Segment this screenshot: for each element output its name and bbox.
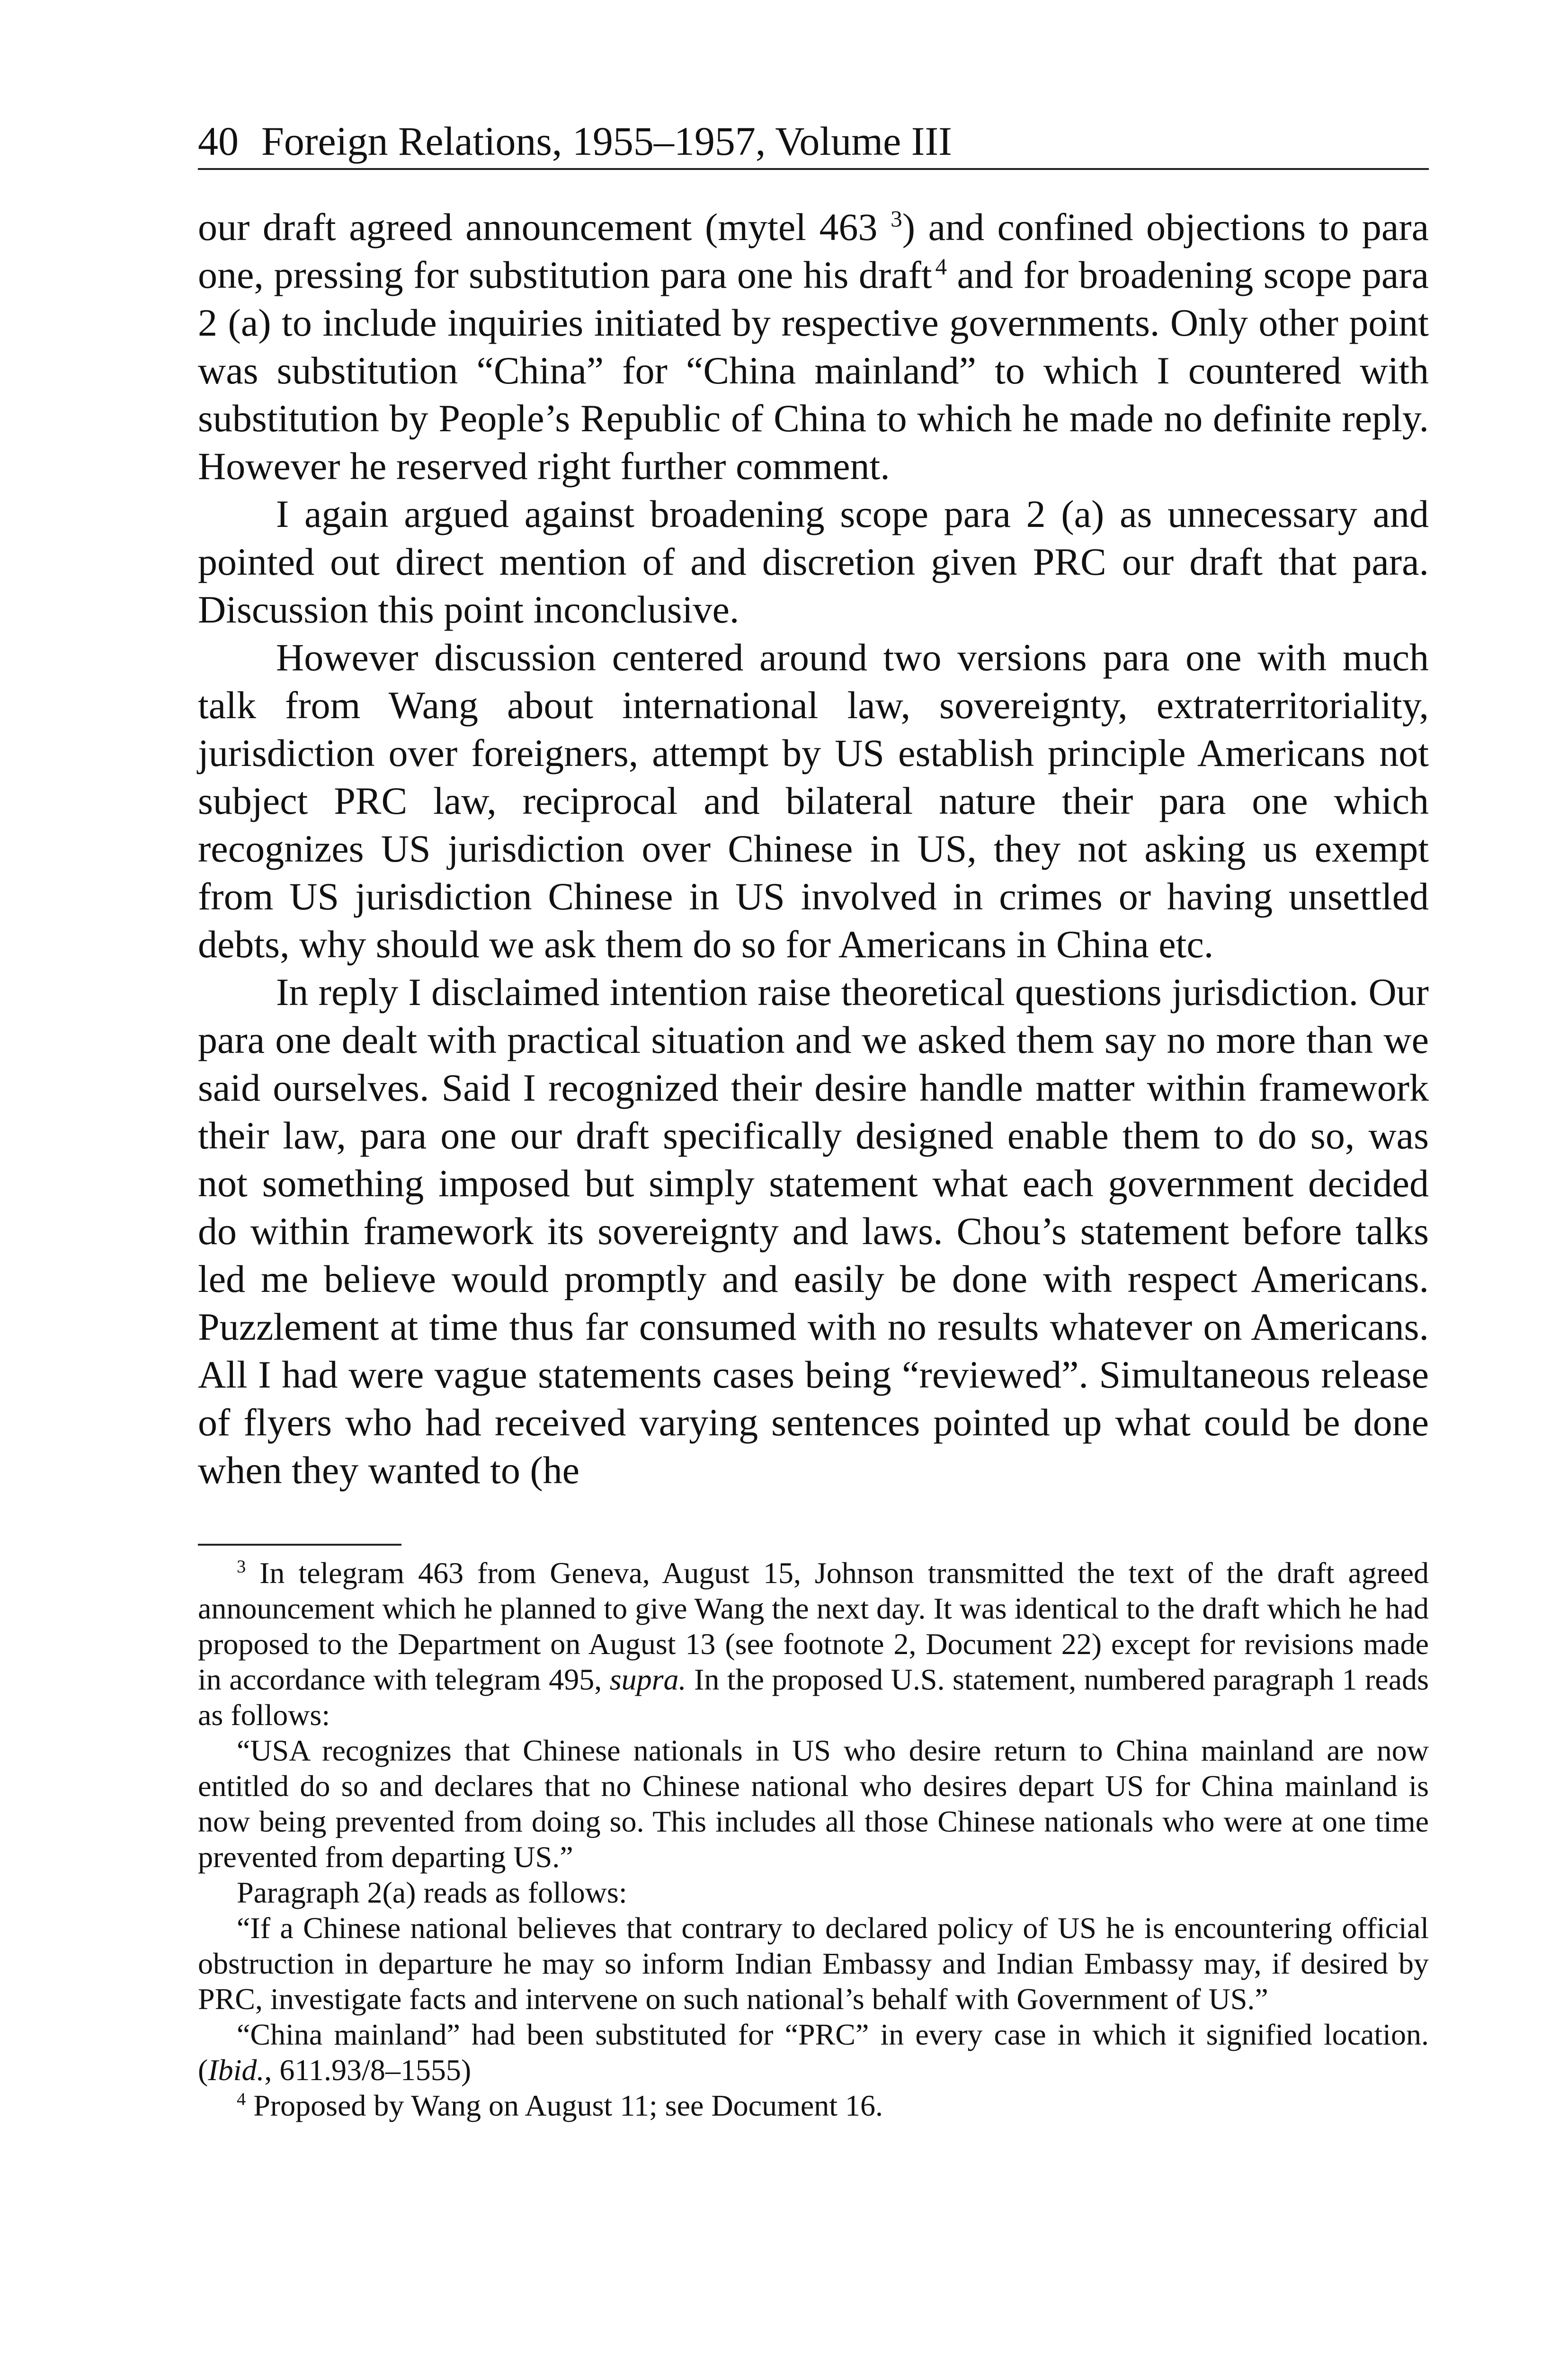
footnote-para-2a-intro: Paragraph 2(a) reads as follows: — [237, 1876, 627, 1909]
footnotes — [198, 1555, 1429, 2123]
paragraph-2: I again argued against broadening scope para 2 (a) as unnecessary and pointed out direct mention of and discretion given PRC our draft that para. Discussion this point inconclusive. — [198, 492, 1429, 631]
main-text — [198, 203, 1429, 1494]
footnote-china-mainland-note: “China mainland” had been substituted for “PRC” in every case in which it signified location. (Ibid., 611.93/8–1555) — [198, 2018, 1429, 2087]
footnote-marker-3: 3 — [237, 1557, 246, 1577]
paragraph-4: In reply I disclaimed intention raise theoretical questions jurisdiction. Our para one dealt with practical situation and we asked them say no more than we said ourselves. Said I recognized their desire handle matter within framework their law, para one our draft specifically designed enable them to do so, was not something imposed but simply statement what each government decided do within framework its sovereignty and laws. Chou’s statement before talks led me believe would promptly and easily be done with respect Americans. Puzzlement at time thus far consumed with no results whatever on Americans. All I had were vague statements cases being “reviewed”. Simultaneous release of flyers who had received varying sentences pointed up what could be done when they wanted to (he — [198, 970, 1429, 1492]
document-page — [198, 118, 1429, 2123]
footnote-quote-para-2a: “If a Chinese national believes that contrary to declared policy of US he is encountering official obstruction in departure he may so inform Indian Embassy and Indian Embassy may, if desired by PRC, investigate facts and intervene on such national’s behalf with Government of US.” — [198, 1911, 1429, 2016]
footnote-divider — [198, 1544, 401, 1546]
ibid-ref: Ibid. — [208, 2053, 265, 2087]
footnote-3: $^3$ In telegram 463 from Geneva, August 15, Johnson transmitted the text of the draft agreed announcement which he planned to give Wang the next day. It was identical to the draft which he had proposed to the Department on August 13 (see footnote 2, Document 22) except for revisions made in accordance with telegram 495, supra. In the proposed U.S. statement, numbered paragraph 1 reads as follows: — [198, 1556, 1429, 1732]
volume-title: Foreign Relations, 1955–1957, Volume III — [261, 118, 952, 164]
page-number: 40 — [198, 118, 239, 164]
footnote-marker-4: 4 — [237, 2089, 246, 2109]
footnote-quote-para-1: “USA recognizes that Chinese nationals in US who desire return to China mainland are now entitled do so and declares that no Chinese national who desires depart US for China mainland is now being prevented from doing so. This includes all those Chinese nationals who were at one time prevented from departing US.” — [198, 1734, 1429, 1874]
running-header — [198, 118, 1429, 170]
paragraph-3: However discussion centered around two versions para one with much talk from Wang about international law, sovereignty, extraterritoriality, jurisdiction over foreigners, attempt by US establish principle Americans not subject PRC law, reciprocal and bilateral nature their para one which recognizes US jurisdiction over Chinese in US, they not asking us exempt from US jurisdiction Chinese in US involved in crimes or having unsettled debts, why should we ask them do so for Americans in China etc. — [198, 636, 1429, 966]
footnote-ref-3[interactable]: 3 — [891, 205, 902, 232]
footnote-ref-4[interactable]: 4 — [935, 253, 947, 280]
supra-ref: supra. — [609, 1663, 686, 1696]
footnote-4: $^4$ Proposed by Wang on August 11; see Document 16. — [237, 2089, 883, 2122]
paragraph-1: our draft agreed announcement (mytel 463 $^3$) and confined objections to para one, pressing for substitution para one his draft $^4$ and for broadening scope para 2 (a) to include inquiries initiated by respective governments. Only other point was substitution “China” for “China mainland” to which I countered with substitution by People’s Republic of China to which he made no definite reply. However he reserved right further comment. — [198, 205, 1429, 488]
